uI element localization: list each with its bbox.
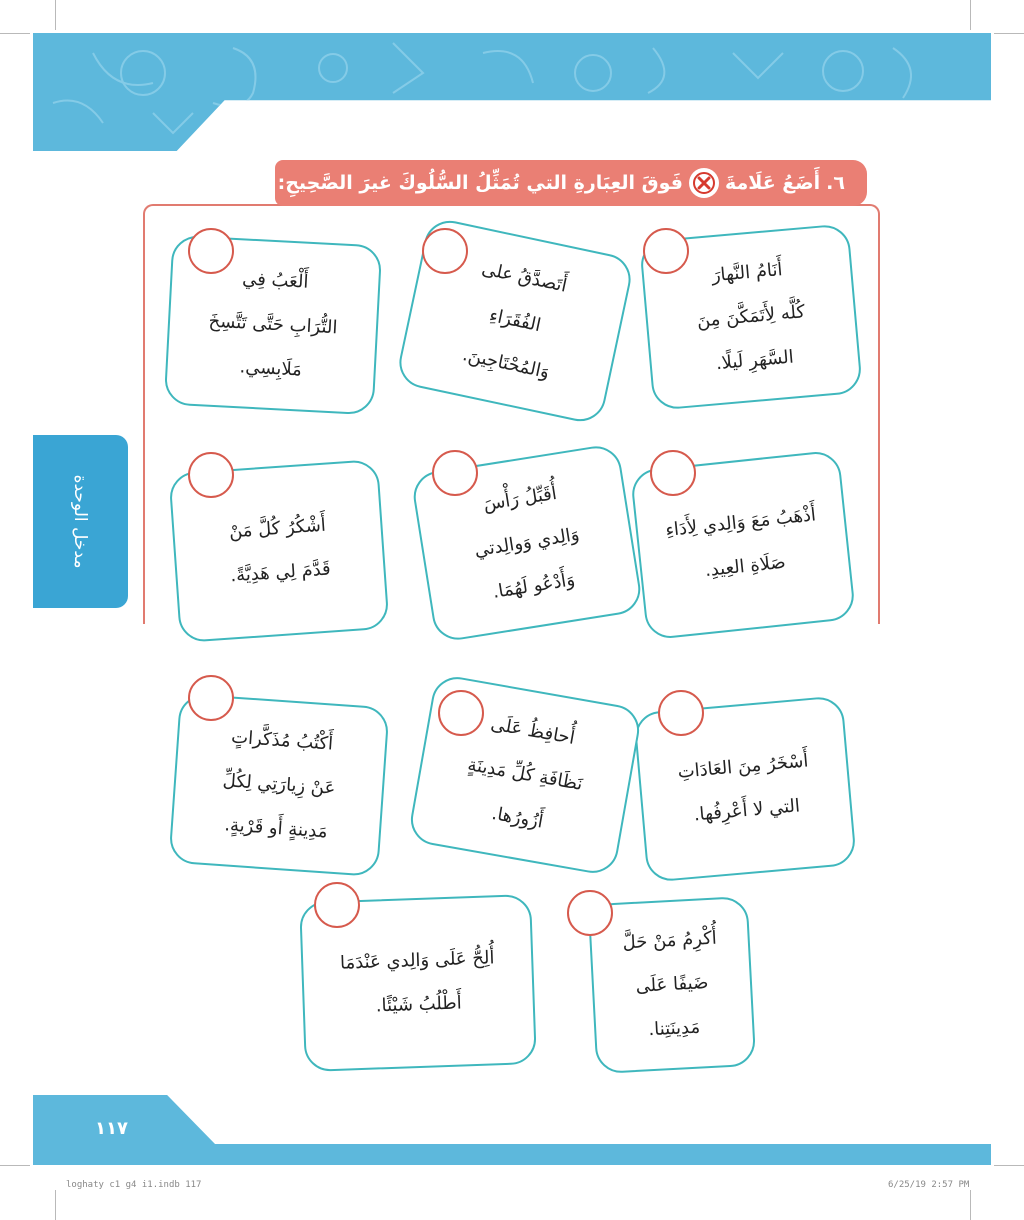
answer-circle[interactable] xyxy=(188,228,234,274)
answer-circle[interactable] xyxy=(643,228,689,274)
card-line: كُلَّه لِأَتَمَكَّنَ مِنَ xyxy=(696,301,806,332)
file-info: loghaty c1 g4 i1.indb 117 xyxy=(66,1180,202,1190)
card-line: أَسْخَرُ مِنَ العَادَاتِ xyxy=(676,750,810,783)
card-line: أَشْكُرُ كُلَّ مَنْ xyxy=(228,514,327,543)
card-line: وَأَدْعُو لَهُمَا. xyxy=(491,569,577,603)
card-line: وَالِدي وَوالِدتي xyxy=(473,523,581,562)
exercise-number: ٦. xyxy=(826,172,845,194)
card-line: نَظَافَةِ كُلِّ مَدِينَةٍ xyxy=(465,754,585,795)
page-number: ١١٧ xyxy=(95,1118,128,1139)
decorative-pattern-icon xyxy=(33,33,991,151)
card-line: التي لا أَعْرِفُها. xyxy=(692,795,801,826)
instruction-banner xyxy=(275,160,867,206)
crop-mark xyxy=(0,1165,30,1166)
card-line: أَطْلُبُ شَيْئًا. xyxy=(375,992,463,1017)
card-line: مَدِينَتِنا. xyxy=(647,1016,701,1041)
date-info: 6/25/19 2:57 PM xyxy=(888,1180,970,1190)
footer-band xyxy=(33,1095,991,1165)
card-line: وَالمُحْتَاجِينَ. xyxy=(460,344,552,383)
card-line: الفُقَرَاءِ xyxy=(487,304,543,337)
card-line: مَدِينةٍ أَو قَرْيةٍ. xyxy=(223,814,329,843)
unit-side-tab[interactable] xyxy=(33,435,128,608)
crop-mark xyxy=(994,1165,1024,1166)
card-line: صَلَاةِ العِيدِ. xyxy=(703,551,787,582)
card-line: السَّهَرِ لَيلًا. xyxy=(715,346,795,375)
answer-circle[interactable] xyxy=(650,450,696,496)
statement-card[interactable] xyxy=(168,693,389,877)
card-line: أُلِحُّ عَلَى وَالِدي عَنْدَمَا xyxy=(339,947,495,974)
answer-circle[interactable] xyxy=(438,690,484,736)
crop-mark xyxy=(0,33,30,34)
side-tab-label: مدخل الوحدة xyxy=(70,474,91,569)
answer-circle[interactable] xyxy=(422,228,468,274)
answer-circle[interactable] xyxy=(432,450,478,496)
card-line: أَلْعَبُ فِي xyxy=(241,268,309,293)
answer-circle[interactable] xyxy=(658,690,704,736)
card-line: أَتَصدَّقُ على xyxy=(479,258,569,297)
x-mark-icon xyxy=(689,168,719,198)
card-line: أَذْهَبُ مَعَ وَالِدي لِأَدَاءِ xyxy=(664,504,817,541)
crop-mark xyxy=(970,1190,971,1220)
instruction-text-start: أَضَعُ عَلَامةَ xyxy=(725,172,821,194)
card-line: أُقَبِّلُ رَأْسَ xyxy=(481,482,559,516)
crop-mark xyxy=(970,0,971,30)
card-line: قَدَّمَ لِي هَدِيَّةً. xyxy=(229,558,332,587)
card-line: مَلَابِسِي. xyxy=(239,356,303,381)
card-line: أُحافِظُ عَلَى xyxy=(489,713,577,749)
crop-mark xyxy=(994,33,1024,34)
card-line: أُكْرِمُ مَنْ حَلَّ xyxy=(622,927,718,954)
card-line: أَكْتُبُ مُذَكَّراتٍ xyxy=(230,726,334,755)
card-line: عَنْ زِيارَتِي لِكُلِّ xyxy=(222,770,337,799)
card-line: أَزُورُها. xyxy=(490,803,545,833)
statement-card[interactable] xyxy=(588,896,757,1074)
card-line: ضَيفًا عَلَى xyxy=(635,972,709,997)
card-line: أَنَامُ النَّهارَ xyxy=(710,259,784,287)
instruction-text-end: فَوقَ العِبَارةِ التي تُمَثِّلُ السُّلُوكَ غيرَ الصَّحِيحِ: xyxy=(277,172,683,194)
answer-circle[interactable] xyxy=(188,452,234,498)
header-band xyxy=(33,33,991,151)
answer-circle[interactable] xyxy=(314,882,360,928)
crop-mark xyxy=(55,1190,56,1220)
answer-circle[interactable] xyxy=(567,890,613,936)
crop-mark xyxy=(55,0,56,30)
card-line: التُّرَابِ حَتَّى تَتَّسِخَ xyxy=(208,310,338,339)
answer-circle[interactable] xyxy=(188,675,234,721)
